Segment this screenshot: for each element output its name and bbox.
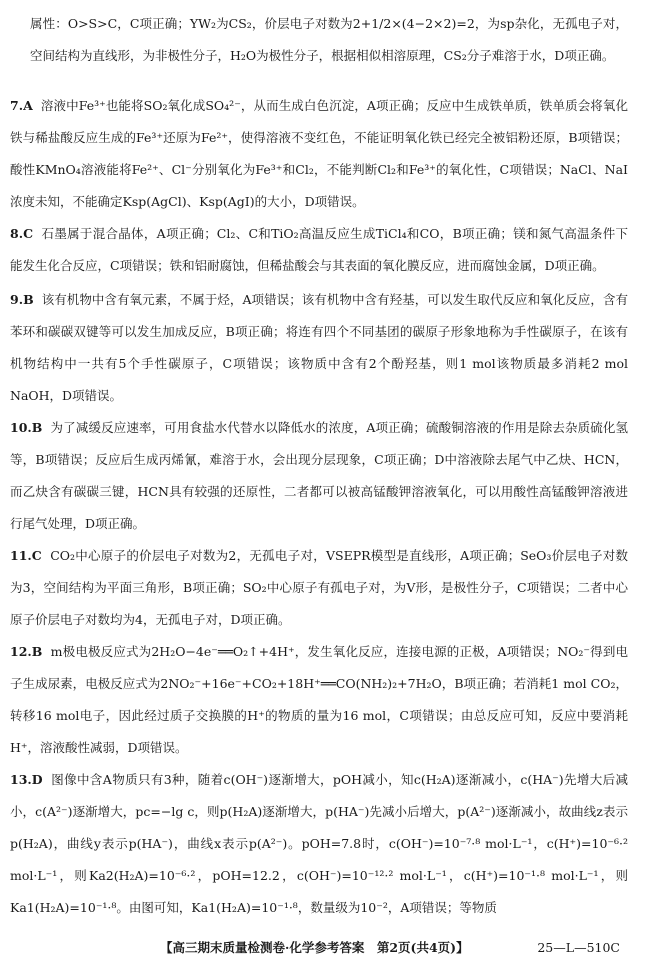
item-explanation: m极电极反应式为2H₂O−4e⁻══O₂↑+4H⁺，发生氧化反应，连接电源的正极，A项错误；NO₂⁻得到电子生成尿素，电极反应式为2NO₂⁻+16e⁻+CO₂+18H⁺══CO(NH₂)₂+7H₂O，B项正确；若消耗1 mol CO₂，转移16 mol电子，因此经过质子交换膜的H⁺的物质的量为16 mol，C项错误；由总反应可知，反应中要消耗H⁺，溶液酸性减弱，D项错误。 (10, 644, 628, 755)
answer-item-8 (10, 218, 628, 282)
answer-item-11 (10, 540, 628, 636)
item-answer: C (23, 226, 34, 241)
item-number: 12. (10, 644, 32, 659)
intro-paragraph: 属性：O>S>C，C项正确；YW₂为CS₂，价层电子对数为2+1/2×(4−2×2)=2，为sp杂化，无孤电子对，空间结构为直线形，为非极性分子，H₂O为极性分子，根据相似相溶原理，CS₂分子难溶于水，D项正确。 (30, 16, 628, 63)
answer-item-10 (10, 412, 628, 540)
item-answer: D (31, 772, 43, 787)
footer-title: 【高三期末质量检测卷·化学参考答案 第2页(共4页)】 (160, 940, 469, 955)
item-number: 11. (10, 548, 32, 563)
item-explanation: 该有机物中含有氧元素，不属于烃，A项错误；该有机物中含有羟基，可以发生取代反应和氧化反应，含有苯环和碳碳双键等可以发生加成反应，B项正确；将连有四个不同基团的碳原子形象地称为手性碳原子，在该有机物结构中一共有5个手性碳原子，C项错误；该物质中含有2个酚羟基，则1 mol该物质最多消耗2 mol NaOH，D项错误。 (10, 292, 628, 403)
item-explanation: 图像中含A物质只有3种，随着c(OH⁻)逐渐增大，pOH减小，知c(H₂A)逐渐减小，c(HA⁻)先增大后减小，c(A²⁻)逐渐增大，pc=−lg c，则p(H₂A)逐渐增大，p(HA⁻)先减小后增大，p(A²⁻)逐渐减小，故曲线z表示p(H₂A)，曲线y表示p(HA⁻)，曲线x表示p(A²⁻)。pOH=7.8时，c(OH⁻)=10⁻⁷·⁸ mol·L⁻¹，c(H⁺)=10⁻⁶·² mol·L⁻¹，则Ka2(H₂A)=10⁻⁶·²，pOH=12.2，c(OH⁻)=10⁻¹²·² mol·L⁻¹，c(H⁺)=10⁻¹·⁸ mol·L⁻¹，则Ka1(H₂A)=10⁻¹·⁸。由图可知，Ka1(H₂A)=10⁻¹·⁸，数量级为10⁻²，A项错误；等物质 (10, 772, 628, 915)
item-answer: B (31, 644, 43, 659)
footer-code: 25—L—510C (537, 940, 620, 955)
item-answer: C (31, 548, 42, 563)
answer-item-7 (10, 90, 628, 218)
item-answer: B (31, 420, 43, 435)
item-number: 10. (10, 420, 32, 435)
item-number: 8. (10, 226, 24, 241)
answer-item-13 (10, 764, 628, 924)
item-answer: B (23, 292, 34, 307)
item-explanation: 为了减缓反应速率，可用食盐水代替水以降低水的浓度，A项正确；硫酸铜溶液的作用是除去杂质硫化氢等，B项错误；反应后生成丙烯氰，难溶于水，会出现分层现象，C项正确；D中溶液除去尾气中乙炔、HCN，而乙炔含有碳碳三键，HCN具有较强的还原性，二者都可以被高锰酸钾溶液氧化，可以用酸性高锰酸钾溶液进行尾气处理，D项正确。 (10, 420, 629, 531)
item-explanation: CO₂中心原子的价层电子对数为2，无孤电子对，VSEPR模型是直线形，A项正确；SeO₃价层电子对数为3，空间结构为平面三角形，B项正确；SO₂中心原子有孤电子对，为V形，是极性分子，C项错误；二者中心原子价层电子对数均为4，无孤电子对，D项正确。 (10, 548, 629, 627)
item-explanation: 溶液中Fe³⁺也能将SO₂氧化成SO₄²⁻，从而生成白色沉淀，A项正确；反应中生成铁单质，铁单质会将氧化铁与稀盐酸反应生成的Fe³⁺还原为Fe²⁺，使得溶液不变红色，不能证明氧化铁已经完全被铝粉还原，B项错误；酸性KMnO₄溶液能将Fe²⁺、Cl⁻分别氧化为Fe³⁺和Cl₂，不能判断Cl₂和Fe³⁺的氧化性，C项错误；NaCl、NaI浓度未知，不能确定Ksp(AgCl)、Ksp(AgI)的大小，D项错误。 (10, 98, 628, 209)
item-explanation: 石墨属于混合晶体，A项正确；Cl₂、C和TiO₂高温反应生成TiCl₄和CO，B项正确；镁和氮气高温条件下能发生化合反应，C项错误；铁和铝耐腐蚀，但稀盐酸会与其表面的氧化膜反应，进而腐蚀金属，D项正确。 (10, 226, 628, 273)
item-answer: A (23, 98, 33, 113)
answer-item-12 (10, 636, 628, 764)
answer-item-9 (10, 284, 628, 412)
item-number: 7. (10, 98, 24, 113)
page-footer (30, 936, 628, 960)
item-number: 9. (10, 292, 24, 307)
item-number: 13. (10, 772, 32, 787)
